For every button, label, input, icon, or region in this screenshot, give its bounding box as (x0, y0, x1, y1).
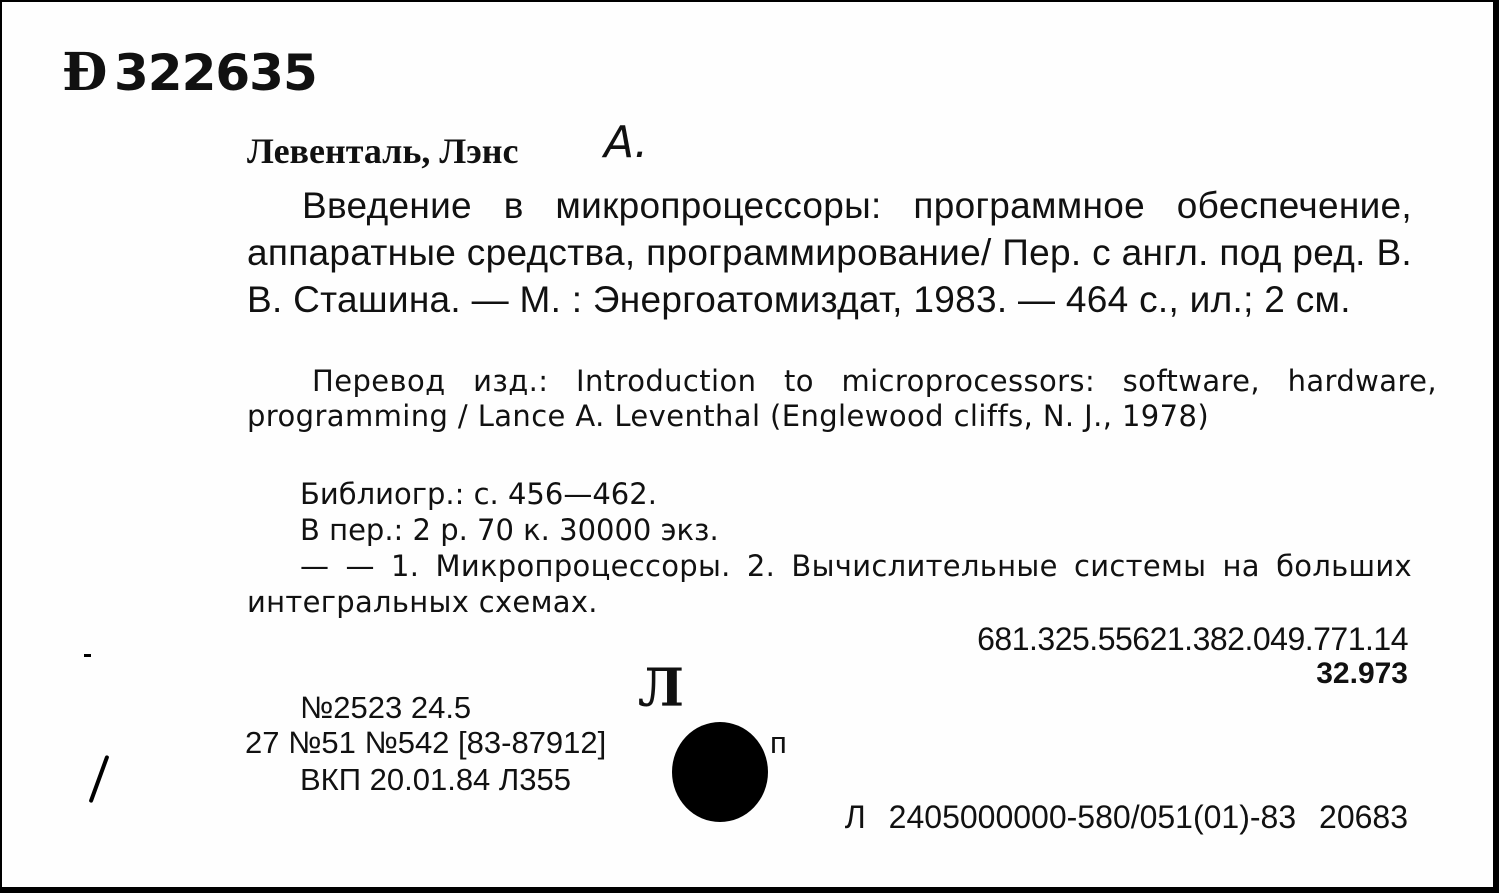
catalog-mark: Л (638, 658, 684, 719)
punch-hole (672, 722, 768, 822)
pencil-dot (84, 654, 91, 657)
pencil-mark (89, 755, 110, 803)
original-title-note (247, 364, 1437, 434)
udc-index: 681.325.55621.382.049.771.14 (977, 621, 1408, 657)
registration-line-3: ВКП 20.01.84 Л355 (300, 762, 571, 797)
main-description (247, 182, 1412, 323)
bibliography-note: Библиогр.: с. 456—462. (300, 477, 657, 511)
original-title-text: Перевод изд.: Introduction to microprocessors: software, hardware, programming / Lance A. Leventhal (Englewood cliffs, N. J., 1978) (247, 364, 1437, 433)
catalog-card (2, 2, 1499, 892)
author-name: Левенталь, Лэнс (247, 131, 519, 171)
registration-line-2-suffix: п (770, 725, 787, 760)
bbk-index: 32.973 (1316, 657, 1408, 690)
subject-headings: — — 1. Микропроцессоры. 2. Вычислительные системы на больших интегральных схемах. (247, 549, 1412, 619)
author-initial-handwritten: А. (604, 117, 649, 168)
price-note: В пер.: 2 р. 70 к. 30000 экз. (300, 513, 719, 547)
card-notes (247, 476, 1412, 620)
inventory-number: 322635 (114, 44, 317, 102)
registration-line-1: №2523 24.5 (300, 690, 472, 725)
inventory-letter: Ð (62, 42, 106, 103)
main-description-text: Введение в микропроцессоры: программное обеспечение, аппаратные средства, программирование/ Пер. с англ. под ред. В. В. Сташина. — М. : Энергоатомиздат, 1983. — 464 с., ил.; 2 см. (247, 185, 1412, 320)
registration-line-2: 27 №51 №542 [83-87912] (245, 725, 607, 760)
index-code: Л 2405000000-580/051(01)-83 20683 (844, 799, 1408, 835)
